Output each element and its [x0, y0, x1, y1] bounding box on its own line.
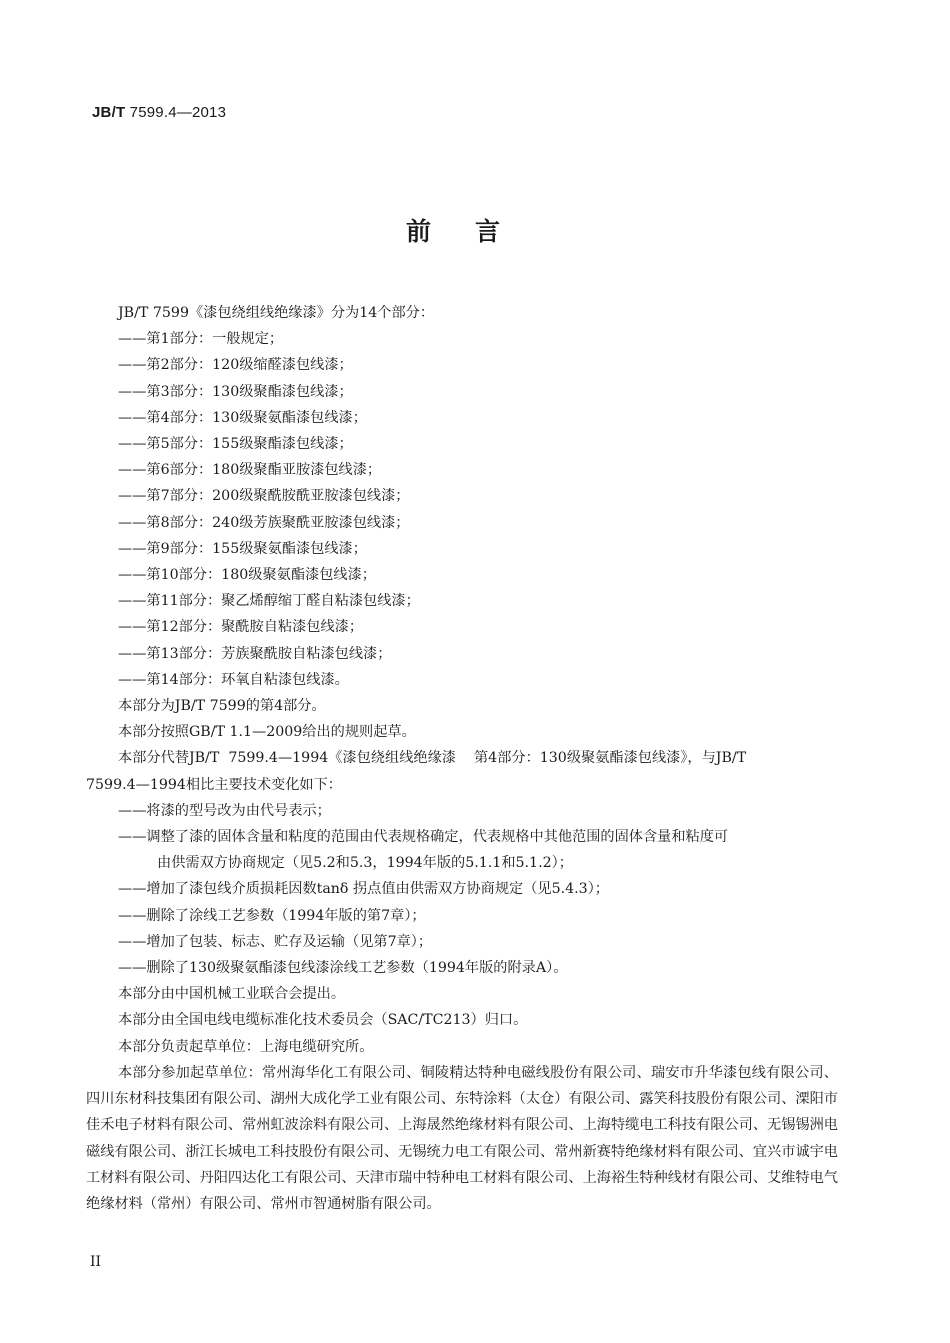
rules-paragraph: 本部分按照GB/T 1.1—2009给出的规则起草。: [118, 724, 416, 741]
change-item-continuation: 由供需双方协商规定（见5.2和5.3，1994年版的5.1.1和5.1.2）；: [157, 855, 573, 872]
part-list-item: ——第11部分：聚乙烯醇缩丁醛自粘漆包线漆；: [118, 593, 420, 610]
page-number: II: [90, 1254, 102, 1270]
part-list-item: ——第1部分：一般规定；: [118, 331, 284, 348]
committee-paragraph: 本部分由全国电线电缆标准化技术委员会（SAC/TC213）归口。: [118, 1012, 528, 1029]
part-list-item: ——第2部分：120级缩醛漆包线漆；: [118, 357, 353, 374]
change-item: ——删除了涂线工艺参数（1994年版的第7章）；: [118, 907, 426, 924]
drafter-paragraph: 本部分负责起草单位：上海电缆研究所。: [118, 1038, 374, 1055]
part-list-item: ——第14部分：环氧自粘漆包线漆。: [118, 671, 349, 688]
part4-paragraph: 本部分为JB/T 7599的第4部分。: [118, 698, 326, 715]
intro-paragraph: JB/T 7599《漆包绕组线绝缘漆》分为14个部分：: [118, 305, 435, 321]
part-list-item: ——第5部分：155级聚酯漆包线漆；: [118, 436, 353, 453]
change-item: ——删除了130级聚氨酯漆包线漆涂线工艺参数（1994年版的附录A）。: [118, 960, 568, 977]
part-list-item: ——第8部分：240级芳族聚酰亚胺漆包线漆；: [118, 514, 410, 531]
parts-list: [86, 326, 838, 693]
standard-code-prefix: JB/T: [92, 104, 126, 121]
part-list-item: ——第4部分：130级聚氨酯漆包线漆；: [118, 409, 367, 426]
standard-code: [92, 104, 226, 121]
standard-code-number: 7599.4—2013: [125, 104, 227, 121]
replace-paragraph-line1: 本部分代替JB/T 7599.4—1994《漆包绕组线绝缘漆 第4部分：130级聚氨酯漆包线漆》，与JB/T: [118, 750, 747, 767]
part-list-item: ——第3部分：130级聚酯漆包线漆；: [118, 383, 353, 400]
replace-paragraph-line2: 7599.4—1994相比主要技术变化如下：: [86, 776, 342, 793]
change-item: ——调整了漆的固体含量和粘度的范围由代表规格确定，代表规格中其他范围的固体含量和粘度可: [118, 829, 729, 846]
part-list-item: ——第6部分：180级聚酯亚胺漆包线漆；: [118, 462, 382, 479]
change-item: ——增加了漆包线介质损耗因数tanδ 拐点值由供需双方协商规定（见5.4.3）；: [118, 881, 609, 898]
proposer-paragraph: 本部分由中国机械工业联合会提出。: [118, 986, 346, 1003]
change-item: ——将漆的型号改为由代号表示；: [118, 802, 331, 819]
part-list-item: ——第9部分：155级聚氨酯漆包线漆；: [118, 540, 367, 557]
part-list-item: ——第13部分：芳族聚酰胺自粘漆包线漆；: [118, 645, 392, 662]
foreword-body: [86, 300, 838, 1217]
part-list-item: ——第12部分：聚酰胺自粘漆包线漆；: [118, 619, 364, 636]
page-title: 前言: [405, 217, 544, 246]
participants-paragraph: 本部分参加起草单位：常州海华化工有限公司、铜陵精达特种电磁线股份有限公司、瑞安市升华漆包线有限公司、四川东材科技集团有限公司、湖州大成化学工业有限公司、东特涂料（太仓）有限公司、露笑科技股份有限公司、溧阳市佳禾电子材料有限公司、常州虹波涂料有限公司、上海晟然绝缘材料有限公司、上海特缆电工科技有限公司、无锡锡洲电磁线有限公司、浙江长城电工科技股份有限公司、无锡统力电工有限公司、常州新赛特绝缘材料有限公司、宜兴市诚宇电工材料有限公司、丹阳四达化工有限公司、天津市瑞中特种电工材料有限公司、上海裕生特种线材有限公司、艾维特电气绝缘材料（常州）有限公司、常州市智通树脂有限公司。: [86, 1064, 838, 1212]
part-list-item: ——第7部分：200级聚酰胺酰亚胺漆包线漆；: [118, 488, 410, 505]
part-list-item: ——第10部分：180级聚氨酯漆包线漆；: [118, 567, 376, 584]
change-item: ——增加了包装、标志、贮存及运输（见第7章）；: [118, 933, 433, 950]
